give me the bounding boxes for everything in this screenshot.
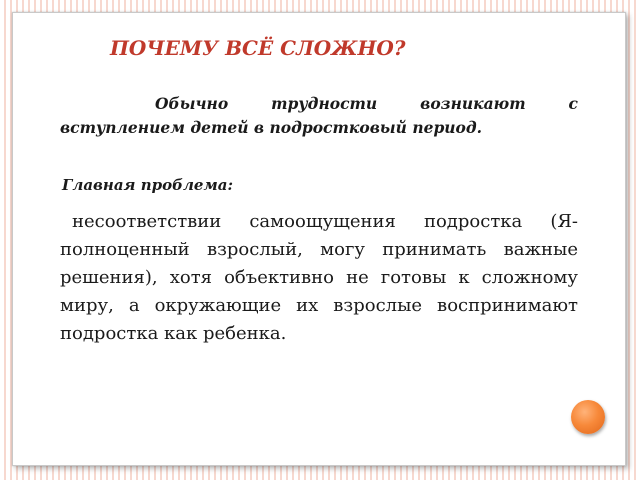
intro-paragraph: Обычно трудности возникают с вступлением детей в подростковый период. (60, 94, 578, 137)
decorative-orange-circle-icon (571, 400, 605, 434)
slide-title: ПОЧЕМУ ВСЁ СЛОЖНО? (110, 36, 406, 60)
main-problem-label: Главная проблема: (62, 176, 233, 194)
body-paragraph: несоответствии самоощущения подростка (Я-полноценный взрослый, могу принимать важные решения), хотя объективно не готовы к сложному миру, а окружающие их взрослые воспринимают подростка как ребенка. (60, 211, 578, 344)
